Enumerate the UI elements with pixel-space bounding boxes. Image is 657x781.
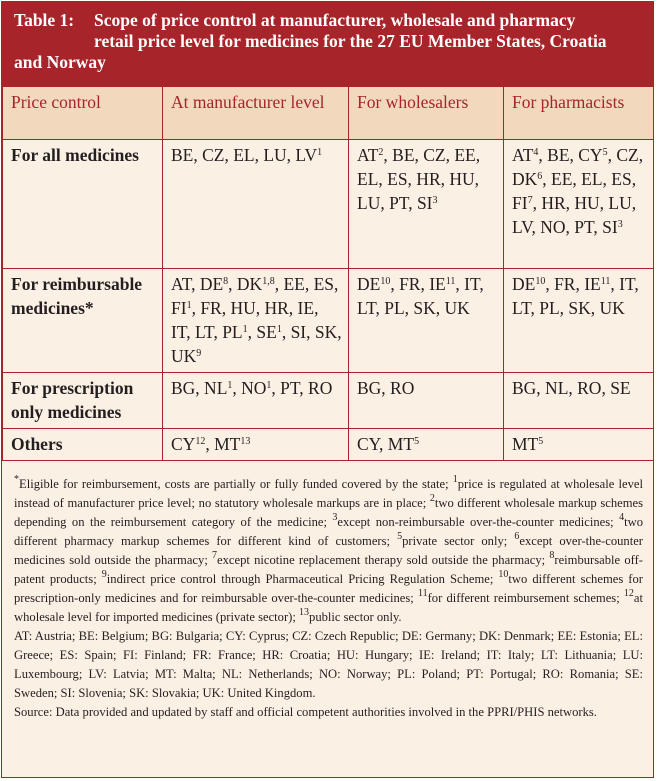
text-run: two different wholesale markup schemes depending on the reimbursement category of the medicine;: [14, 496, 643, 529]
text-run: , BE, CY: [538, 145, 603, 165]
cell-manufacturer: [163, 429, 349, 461]
text-run: , EE, EL, ES, FI: [512, 169, 637, 213]
text-run: DE: [357, 274, 381, 294]
superscript-note: 7: [527, 195, 533, 206]
text-run: private sector only;: [402, 534, 515, 548]
text-run: , PT, RO: [271, 378, 333, 398]
cell-wholesale: [349, 429, 504, 461]
superscript-note: 11: [417, 588, 428, 599]
cell-pharmacy: [504, 269, 654, 373]
text-run: , CZ, DK: [512, 145, 644, 189]
header-row: [3, 87, 654, 140]
cell-pharmacy: [504, 140, 654, 269]
cell-pharmacy: [504, 373, 654, 429]
table-row: [3, 140, 654, 269]
header-pharmacists: For pharmacists: [504, 87, 654, 140]
superscript-note: 10: [498, 569, 509, 580]
text-run: CY: [171, 434, 196, 454]
superscript-note: 5: [602, 147, 608, 158]
superscript-note: 5: [397, 531, 403, 542]
table-row: [3, 269, 654, 373]
text-run: , FR, HU, HR, IE, IT, LT, PL: [171, 298, 319, 342]
title-line-1: Scope of price control at manufacturer, wholesale and pharmacy: [94, 10, 576, 30]
text-run: BG, NL, RO, SE: [512, 378, 631, 398]
cell-manufacturer: [163, 140, 349, 269]
text-run: , IT, LT, PL, SK, UK: [512, 274, 639, 318]
superscript-note: 1: [317, 147, 323, 158]
superscript-note: 3: [617, 219, 623, 230]
table-figure: [1, 1, 654, 778]
superscript-note: 12: [195, 436, 206, 447]
text-run: except nicotine replacement therapy sold outside the pharmacy;: [217, 553, 550, 567]
text-run: MT: [512, 434, 539, 454]
text-run: public sector only.: [309, 610, 402, 624]
row-label: Others: [3, 429, 163, 461]
text-run: , DK: [228, 274, 263, 294]
cell-wholesale: [349, 140, 504, 269]
text-run: , MT: [205, 434, 241, 454]
price-control-table: [2, 86, 654, 461]
cell-manufacturer: [163, 269, 349, 373]
superscript-note: 2: [378, 147, 384, 158]
row-label: For reimbursable medicines*: [3, 269, 163, 373]
text-run: two different pharmacy markup schemes for different kind of customers;: [14, 515, 643, 548]
superscript-note: 1: [186, 300, 192, 311]
superscript-note: 10: [380, 276, 391, 287]
superscript-note: 12: [623, 588, 634, 599]
superscript-note: 4: [533, 147, 539, 158]
superscript-note: 10: [535, 276, 546, 287]
text-run: AT, DE: [171, 274, 224, 294]
text-run: , SE: [247, 322, 277, 342]
text-run: , FR, IE: [390, 274, 446, 294]
text-run: , FR, IE: [545, 274, 601, 294]
superscript-note: 2: [429, 493, 435, 504]
title-line-2: retail price level for medicines for the 27 EU Member States, Croatia: [94, 31, 607, 51]
superscript-note: 1: [242, 324, 248, 335]
superscript-note: 5: [538, 436, 544, 447]
text-run: DE: [512, 274, 536, 294]
superscript-note: 4: [619, 512, 625, 523]
cell-manufacturer: [163, 373, 349, 429]
text-run: AT: [512, 145, 534, 165]
superscript-note: 11: [445, 276, 456, 287]
table-notes: [2, 461, 653, 722]
text-run: CY, MT: [357, 434, 415, 454]
text-run: , SI, SK, UK: [171, 322, 342, 366]
text-run: , HR, HU, LU, LV, NO, PT, SI: [512, 193, 637, 237]
superscript-note: 7: [212, 550, 218, 561]
header-wholesalers: For wholesalers: [349, 87, 504, 140]
text-run: at wholesale level for imported medicines (private sector);: [14, 591, 643, 624]
table-title: [2, 2, 653, 86]
table-row: [3, 373, 654, 429]
cell-pharmacy: [504, 429, 654, 461]
table-number: Table 1:: [14, 10, 75, 30]
superscript-note: 13: [299, 607, 310, 618]
row-label: For prescription only medicines: [3, 373, 163, 429]
superscript-note: 6: [514, 531, 520, 542]
text-run: AT: [357, 145, 379, 165]
superscript-note: 8: [549, 550, 555, 561]
superscript-note: 11: [600, 276, 611, 287]
superscript-note: 9: [101, 569, 107, 580]
text-run: , NO: [232, 378, 267, 398]
text-run: BE, CZ, EL, LU, LV: [171, 145, 318, 165]
text-run: , IT, LT, PL, SK, UK: [357, 274, 484, 318]
title-line-3: and Norway: [14, 52, 106, 72]
superscript-note: 1: [276, 324, 282, 335]
footnotes: [14, 475, 643, 627]
text-run: BG, RO: [357, 378, 415, 398]
superscript-note: 1: [452, 474, 458, 485]
text-run: price is regulated at wholesale level instead of manufacturer price level; no statutory wholesale markups are in place;: [14, 477, 643, 510]
cell-wholesale: [349, 269, 504, 373]
text-run: two different schemes for prescription-only medicines and for reimbursable over-the-counter medicines;: [14, 572, 643, 605]
text-run: BG, NL: [171, 378, 228, 398]
superscript-note: 8: [223, 276, 229, 287]
text-run: except non-reimbursable over-the-counter medicines;: [337, 515, 620, 529]
superscript-note: 1: [227, 380, 233, 391]
text-run: except over-the-counter medicines sold outside the pharmacy;: [14, 534, 644, 567]
text-run: for different reimbursement schemes;: [427, 591, 624, 605]
abbreviations: AT: Austria; BE: Belgium; BG: Bulgaria; CY: Cyprus; CZ: Czech Republic; DE: Germany; DK: Denmark; EE: Estonia; EL: Greece; ES: Spain; FI: Finland; FR: France; HR: Croatia; HU: Hungary; IE: Ireland; IT: Italy; LT: Lithuania; LU: Luxembourg; LV: Latvia; MT: Malta; NL: Netherlands; NO: Norway; PL: Poland; PT: Portugal; RO: Romania; SE: Sweden; SI: Slovenia; SK: Slovakia; UK: United Kingdom.: [14, 629, 643, 700]
text-run: , EE, ES, FI: [171, 274, 339, 318]
superscript-note: 9: [196, 348, 202, 359]
superscript-note: 1,8: [262, 276, 275, 287]
text-run: indirect price control through Pharmaceutical Pricing Regulation Scheme;: [106, 572, 499, 586]
superscript-note: 6: [537, 171, 543, 182]
superscript-note: 3: [432, 195, 438, 206]
superscript-note: 3: [332, 512, 338, 523]
row-label: For all medicines: [3, 140, 163, 269]
table-row: [3, 429, 654, 461]
cell-wholesale: [349, 373, 504, 429]
superscript-note: *: [14, 474, 19, 485]
source-note: Source: Data provided and updated by staff and official competent authorities involved in the PPRI/PHIS networks.: [14, 705, 597, 719]
header-manufacturer: At manufacturer level: [163, 87, 349, 140]
superscript-note: 5: [414, 436, 420, 447]
text-run: reimbursable off-patent products;: [14, 553, 643, 586]
header-price-control: Price control: [3, 87, 163, 140]
text-run: , BE, CZ, EE, EL, ES, HR, HU, LU, PT, SI: [357, 145, 481, 213]
superscript-note: 13: [240, 436, 251, 447]
text-run: Eligible for reimbursement, costs are partially or fully funded covered by the state;: [19, 477, 453, 491]
superscript-note: 1: [266, 380, 272, 391]
